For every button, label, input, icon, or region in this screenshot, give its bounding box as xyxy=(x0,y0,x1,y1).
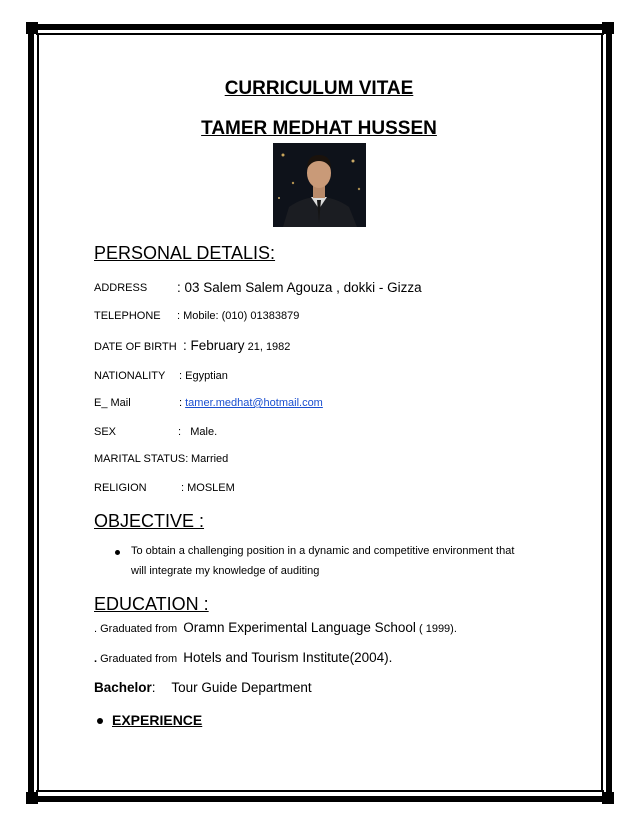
dob-value xyxy=(183,338,290,353)
sex-label: SEX xyxy=(94,426,117,438)
education-item-2-prefix: Graduated from xyxy=(100,653,178,665)
page-border-top xyxy=(28,24,612,30)
education-item-1-year: ( 1999). xyxy=(418,623,457,635)
corner-ornament-top-left xyxy=(26,22,38,34)
telephone-label: TELEPHONE xyxy=(94,310,161,322)
education-item-2 xyxy=(94,650,392,665)
address-label: ADDRESS xyxy=(94,282,148,294)
education-item-1-prefix: . Graduated from xyxy=(94,623,178,635)
education-item-2-dot: . xyxy=(94,653,98,665)
corner-ornament-bottom-left xyxy=(26,792,38,804)
bachelor-colon: : xyxy=(151,680,156,695)
personal-details-heading: PERSONAL DETALIS: xyxy=(94,243,276,263)
objective-bullet-icon xyxy=(115,550,120,555)
page-border-bottom-inner xyxy=(36,790,604,792)
email-colon: : xyxy=(179,397,183,409)
page-border-right xyxy=(606,24,612,802)
education-item-2-end: . xyxy=(388,650,393,665)
telephone-value: : Mobile: (010) 01383879 xyxy=(177,310,300,322)
education-item-2-school: Hotels and Tourism Institute(2004) xyxy=(183,650,389,665)
objective-heading: OBJECTIVE : xyxy=(94,511,205,531)
dob-day-year: 21, 1982 xyxy=(247,341,291,353)
address-value: : 03 Salem Salem Agouza , dokki - Gizza xyxy=(177,280,422,295)
objective-line-1: To obtain a challenging position in a dynamic and competitive environment that xyxy=(131,545,515,557)
objective-line-2: will integrate my knowledge of auditing xyxy=(131,565,320,577)
bachelor-line xyxy=(94,680,312,695)
page-border-left xyxy=(28,24,34,802)
education-item-1 xyxy=(94,620,457,635)
corner-ornament-top-right xyxy=(602,22,614,34)
education-item-1-school: Oramn Experimental Language School xyxy=(183,620,416,635)
page-border-top-inner xyxy=(36,33,604,35)
marital-status-label: MARITAL STATUS: xyxy=(94,453,189,465)
person-name: TAMER MEDHAT HUSSEN xyxy=(201,118,437,139)
email-link[interactable]: tamer.medhat@hotmail.com xyxy=(185,397,323,409)
bachelor-label: Bachelor xyxy=(94,680,152,695)
marital-status-value: Married xyxy=(191,453,229,465)
page-border-right-inner xyxy=(601,33,603,792)
education-heading: EDUCATION : xyxy=(94,594,209,614)
profile-photo xyxy=(273,143,366,227)
page-border-bottom xyxy=(28,796,612,802)
person-portrait-icon xyxy=(273,143,366,227)
bachelor-value: Tour Guide Department xyxy=(171,680,312,695)
dob-month: : February xyxy=(183,338,245,353)
experience-heading: EXPERIENCE xyxy=(112,712,203,728)
document-title: CURRICULUM VITAE xyxy=(224,78,414,99)
religion-value: : MOSLEM xyxy=(181,482,235,494)
experience-bullet-icon xyxy=(97,718,103,724)
page-border-left-inner xyxy=(37,33,39,792)
nationality-label: NATIONALITY xyxy=(94,370,166,382)
email-label: E_ Mail xyxy=(94,397,131,409)
email-value xyxy=(179,397,323,409)
religion-label: RELIGION xyxy=(94,482,147,494)
corner-ornament-bottom-right xyxy=(602,792,614,804)
nationality-value: : Egyptian xyxy=(179,370,228,382)
sex-value: : Male. xyxy=(178,426,218,438)
dob-label: DATE OF BIRTH xyxy=(94,341,177,353)
